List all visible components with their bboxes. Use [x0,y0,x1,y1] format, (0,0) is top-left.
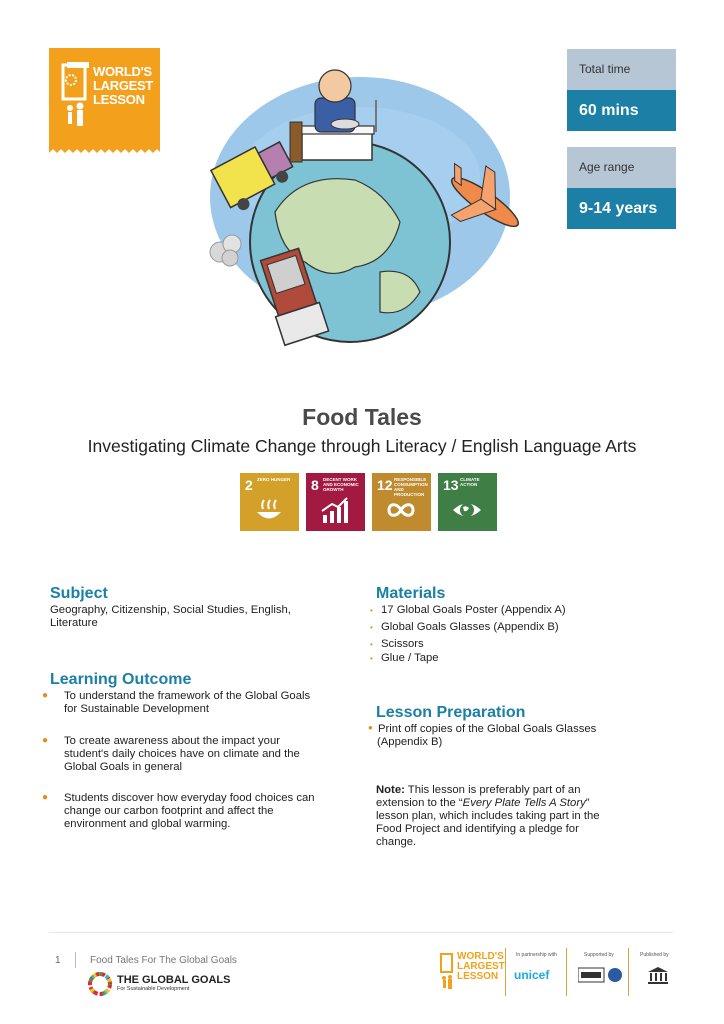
sdg-number: 2 [245,477,253,493]
sdg-number: 13 [443,477,459,493]
footer-separator [566,948,567,996]
subject-text: Geography, Citizenship, Social Studies, English, Literature [50,604,291,629]
bullet-icon: • [370,640,373,649]
sdg-text: CLIMATE ACTION [460,477,480,487]
note-text: Note: This lesson is preferably part of an extension to the “Every Plate Tells A Story” lesson plan, which includes taking part in the Food Project and identifying a pledge for change. [376,784,600,848]
sponsor-logos [578,966,624,984]
footer-wll-logo: WORLD'S LARGEST LESSON [440,948,500,996]
worlds-largest-lesson-logo [49,48,160,156]
eye-globe-icon [452,495,482,525]
book-icon [440,952,454,992]
bowl-icon [254,495,284,525]
outcome-item: ● Students discover how everyday food choices can change our carbon footprint and affect the environment and global warming. [42,792,315,830]
sdg-text: ZERO HUNGER [257,477,291,482]
book-icon [61,62,91,134]
list-item: • Scissors [370,638,424,650]
sdg-text: DECENT WORK AND ECONOMIC GROWTH [323,477,359,492]
sdg-tile-climate-action [438,473,497,531]
total-time-label: Total time [567,49,676,90]
sdg-tile-zero-hunger [240,473,299,531]
bullet-icon: • [370,654,373,663]
bullet-icon: ● [42,690,49,701]
unesco-logo [646,966,670,986]
footer-separator [628,948,629,996]
footer-separator [75,952,76,968]
sdg-tile-responsible-consumption [372,473,431,531]
footer-doc-title: Food Tales For The Global Goals [90,955,237,966]
bullet-icon: ● [368,723,373,732]
sdg-text: RESPONSIBLE CONSUMPTION AND PRODUCTION [394,477,428,497]
list-item: • 17 Global Goals Poster (Appendix A) [370,604,566,616]
total-time-value: 60 mins [567,90,676,131]
page-title: Food Tales [302,404,422,430]
age-range-label: Age range [567,147,676,188]
page-number: 1 [55,955,61,966]
outcome-item: ● To create awareness about the impact your student's daily choices have on climate and the Global Goals in general [42,735,300,773]
list-item: • Glue / Tape [370,652,439,664]
sdg-tile-decent-work [306,473,365,531]
growth-chart-icon [320,495,350,525]
logo-wordmark: WORLD'S LARGEST LESSON [93,64,154,107]
age-range-value: 9-14 years [567,188,676,229]
partner-label: Supported by [584,952,614,958]
page-subtitle: Investigating Climate Change through Literacy / English Language Arts [87,436,637,456]
outcome-item: ● To understand the framework of the Global Goals for Sustainable Development [42,690,311,715]
materials-heading: Materials [376,585,446,602]
subject-heading: Subject [50,585,108,602]
lesson-preparation-item: ● Print off copies of the Global Goals Glasses (Appendix B) [368,723,597,748]
sdg-number: 8 [311,477,319,493]
logo-zigzag-edge [49,149,160,156]
globe-illustration [180,62,540,362]
learning-outcome-heading: Learning Outcome [50,671,192,688]
global-goals-wheel-icon [88,972,112,996]
bullet-icon: ● [42,792,49,803]
list-item: • Global Goals Glasses (Appendix B) [370,621,559,633]
partner-label: Published by [640,952,669,958]
global-goals-tagline: For Sustainable Development [117,986,190,992]
smoke-cloud [210,235,241,266]
infinity-icon [386,495,416,525]
sdg-number: 12 [377,477,393,493]
materials-list [370,604,670,666]
footer-divider [49,932,673,933]
partner-label: In partnership with [516,952,557,958]
footer-separator [505,948,506,996]
bullet-icon: • [370,623,373,632]
global-goals-wordmark: THE GLOBAL GOALS [117,974,231,986]
unicef-logo: unicef [514,968,550,982]
bullet-icon: ● [42,735,49,746]
lesson-preparation-heading: Lesson Preparation [376,704,526,721]
bullet-icon: • [370,606,373,615]
